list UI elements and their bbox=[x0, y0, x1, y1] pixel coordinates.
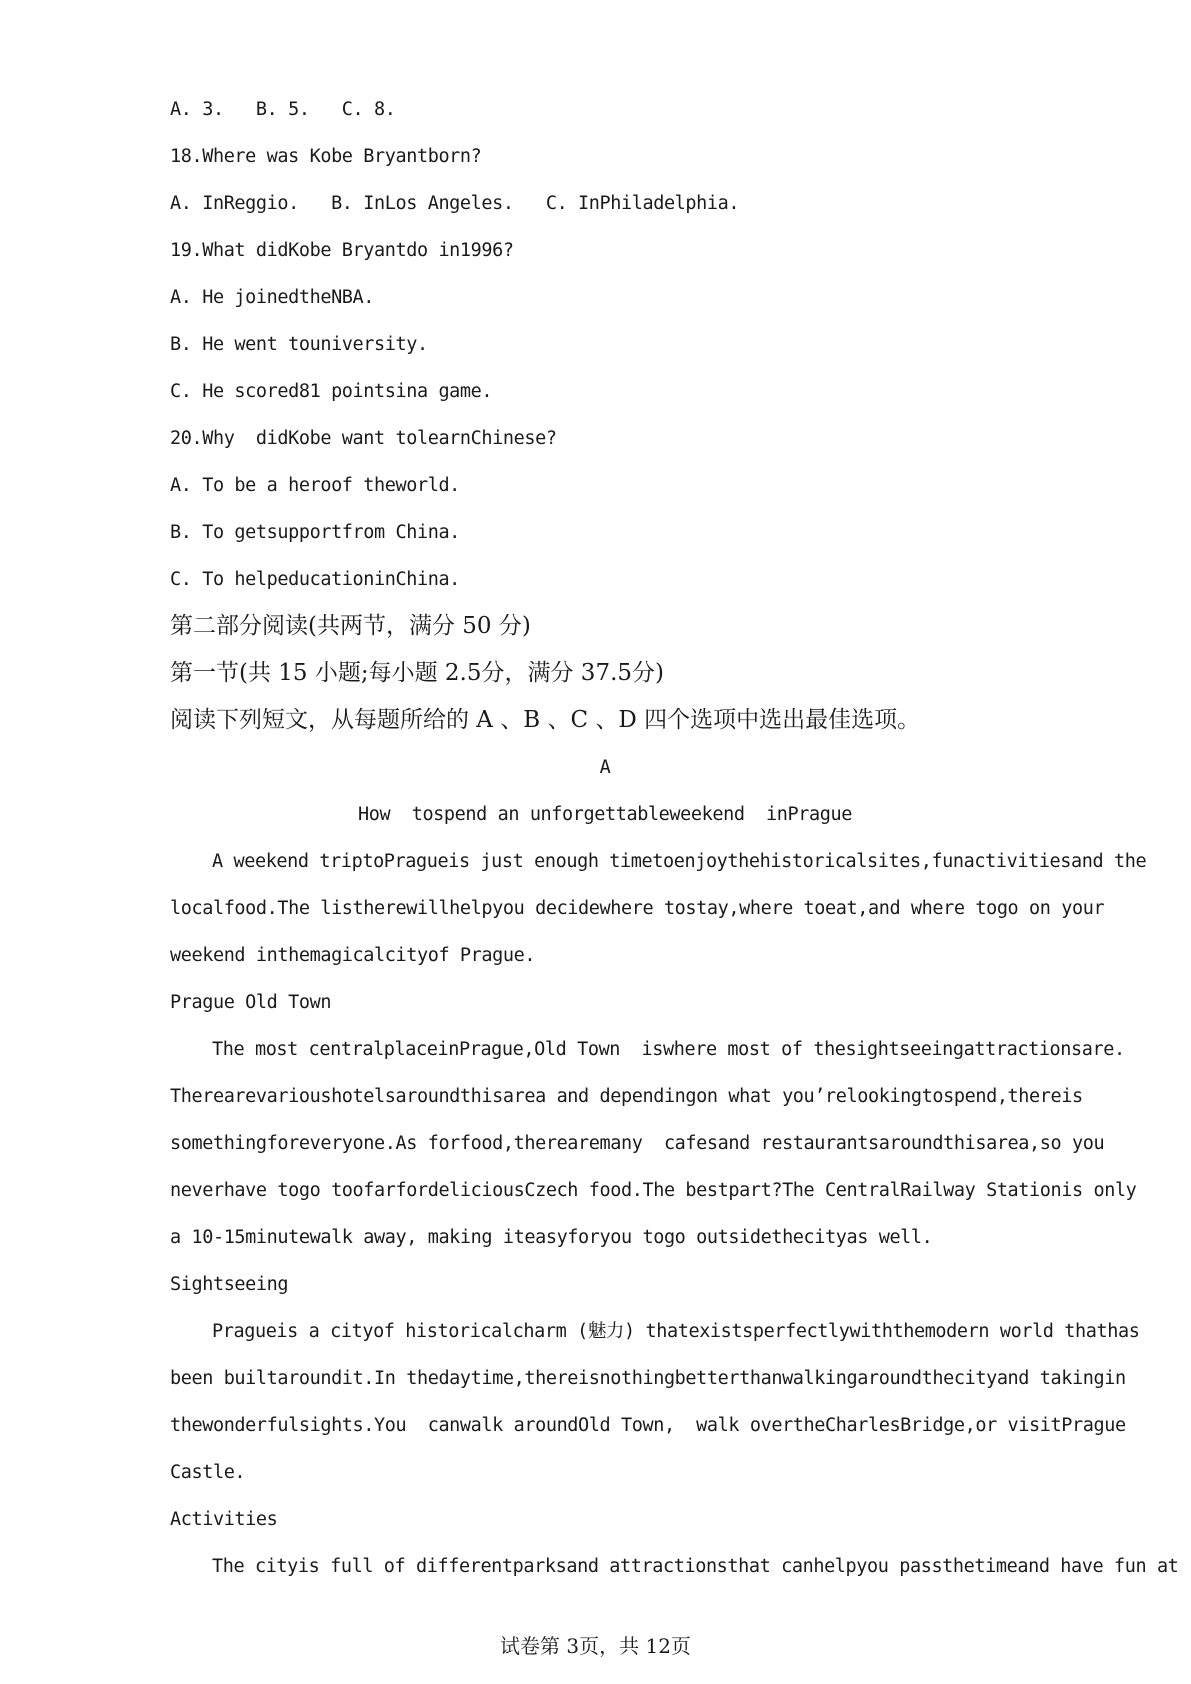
sightseeing-line: Pragueis a cityof historicalcharm (魅力) thatexistsperfectlywiththemodern world thathas bbox=[212, 1321, 1140, 1342]
q20-option-b: B. To getsupportfrom China. bbox=[170, 522, 460, 543]
old-town-line: neverhave togo toofarfordeliciousCzech food.The bestpart?The CentralRailway Stationis only bbox=[170, 1180, 1137, 1201]
old-town-line: The most centralplaceinPrague,Old Town iswhere most of thesightseeingattractionsare. bbox=[212, 1039, 1125, 1060]
q19-option-a: A. He joinedtheNBA. bbox=[170, 287, 375, 308]
reading-instruction: 阅读下列短文，从每题所给的 A 、B 、C 、D 四个选项中选出最佳选项。 bbox=[170, 707, 921, 733]
intro-line: A weekend triptoPragueis just enough timetoenjoythehistoricalsites,funactivitiesand the bbox=[212, 851, 1147, 872]
passage-title: How tospend an unforgettableweekend inPrague bbox=[358, 804, 852, 825]
sightseeing-heading: Sightseeing bbox=[170, 1274, 289, 1295]
page-content bbox=[170, 86, 1179, 1590]
q19-question: 19.What didKobe Bryantdo in1996? bbox=[170, 240, 514, 261]
q18-options: A. InReggio. B. InLos Angeles. C. InPhiladelphia. bbox=[170, 193, 740, 214]
q17-options: A. 3. B. 5. C. 8. bbox=[170, 99, 396, 120]
old-town-heading: Prague Old Town bbox=[170, 992, 332, 1013]
q19-option-b: B. He went touniversity. bbox=[170, 334, 428, 355]
old-town-line: somethingforeveryone.As forfood,therearemany cafesand restaurantsaroundthisarea,so you bbox=[170, 1133, 1105, 1154]
q20-option-c: C. To helpeducationinChina. bbox=[170, 569, 460, 590]
passage-letter: A bbox=[599, 757, 611, 778]
section-heading: 第一节(共 15 小题;每小题 2.5分，满分 37.5分) bbox=[170, 660, 664, 686]
sightseeing-line: been builtaroundit.In thedaytime,thereisnothingbetterthanwalkingaroundthecityand takingin bbox=[170, 1368, 1126, 1389]
q20-question: 20.Why didKobe want tolearnChinese? bbox=[170, 428, 557, 449]
old-town-line: a 10-15minutewalk away, making iteasyforyou togo outsidethecityas well. bbox=[170, 1227, 933, 1248]
page-footer: 试卷第 3页，共 12页 bbox=[500, 1634, 691, 1658]
q19-option-c: C. He scored81 pointsina game. bbox=[170, 381, 493, 402]
part-heading: 第二部分阅读(共两节，满分 50 分) bbox=[170, 613, 531, 639]
intro-line: weekend inthemagicalcityof Prague. bbox=[170, 945, 536, 966]
q20-option-a: A. To be a heroof theworld. bbox=[170, 475, 460, 496]
sightseeing-line: thewonderfulsights.You canwalk aroundOld Town, walk overtheCharlesBridge,or visitPrague bbox=[170, 1415, 1126, 1436]
activities-line: The cityis full of differentparksand attractionsthat canhelpyou passthetimeand have fun at bbox=[212, 1556, 1179, 1577]
sightseeing-line: Castle. bbox=[170, 1462, 246, 1483]
intro-line: localfood.The listherewillhelpyou decidewhere tostay,where toeat,and where togo on your bbox=[170, 898, 1105, 919]
q18-question: 18.Where was Kobe Bryantborn? bbox=[170, 146, 482, 167]
activities-heading: Activities bbox=[170, 1509, 278, 1530]
old-town-line: Therearevarioushotelsaroundthisarea and dependingon what you’relookingtospend,thereis bbox=[170, 1086, 1083, 1107]
